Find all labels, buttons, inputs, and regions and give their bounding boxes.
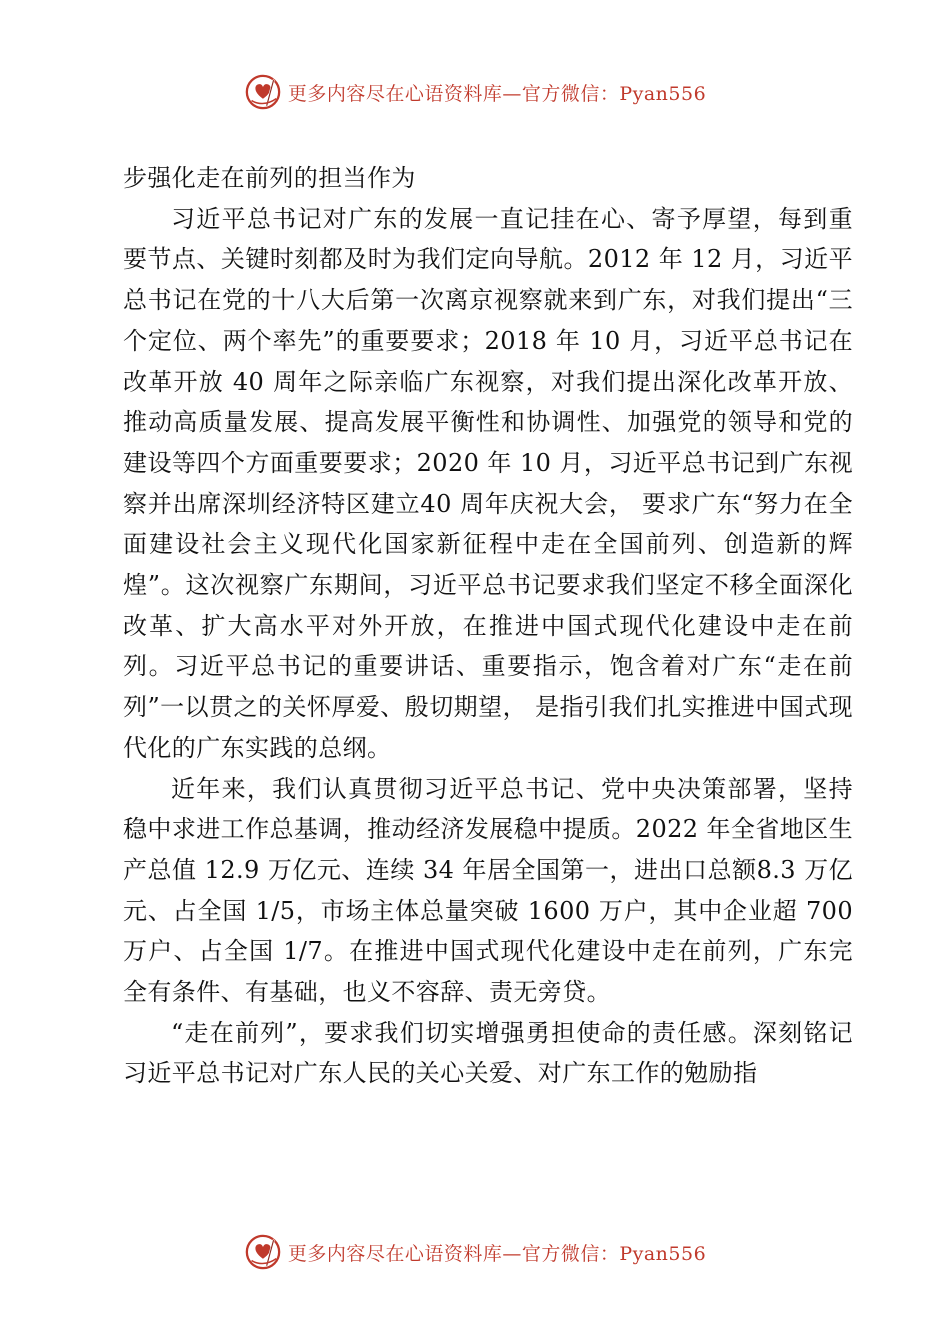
paragraph: “走在前列”，要求我们切实增强勇担使命的责任感。深刻铭记习近平总书记对广东人民的关心关爱、对广东工作的勉励指 xyxy=(123,1018,853,1088)
footer-banner-text: 更多内容尽在心语资料库—官方微信：Pyan556 xyxy=(287,1242,707,1265)
header-banner-text: 更多内容尽在心语资料库—官方微信：Pyan556 xyxy=(287,82,707,105)
heart-quill-logo-icon xyxy=(244,1233,282,1271)
footer-banner xyxy=(0,1230,950,1274)
heart-quill-logo-icon xyxy=(244,73,282,111)
document-body xyxy=(123,158,853,1094)
paragraph-continuation: 步强化走在前列的担当作为 xyxy=(123,164,416,192)
paragraph: 近年来，我们认真贯彻习近平总书记、党中央决策部署，坚持稳中求进工作总基调，推动经济发展稳中提质。2022 年全省地区生产总值 12.9 万亿元、连续 34 年居全国第一，进出口总额8.3 万亿元、占全国 1/5，市场主体总量突破 1600 万户，其中企业超 700 万户、占全国 1/7。在推进中国式现代化建设中走在前列，广东完全有条件、有基础，也义不容辞、责无旁贷。 xyxy=(123,774,853,1007)
header-banner xyxy=(0,70,950,114)
paragraph: 习近平总书记对广东的发展一直记挂在心、寄予厚望，每到重要节点、关键时刻都及时为我们定向导航。2012 年 12 月，习近平总书记在党的十八大后第一次离京视察就来到广东，对我们提出“三个定位、两个率先”的重要要求；2018 年 10 月，习近平总书记在改革开放 40 周年之际亲临广东视察，对我们提出深化改革开放、推动高质量发展、提高发展平衡性和协调性、加强党的领导和党的建设等四个方面重要要求；2020 年 10 月，习近平总书记到广东视察并出席深圳经济特区建立40 周年庆祝大会， 要求广东“努力在全面建设社会主义现代化国家新征程中走在全国前列、创造新的辉煌”。这次视察广东期间，习近平总书记要求我们坚定不移全面深化改革、扩大高水平对外开放，在推进中国式现代化建设中走在前列。习近平总书记的重要讲话、重要指示，饱含着对广东“走在前列”一以贯之的关怀厚爱、殷切期望， 是指引我们扎实推进中国式现代化的广东实践的总纲。 xyxy=(123,204,853,762)
